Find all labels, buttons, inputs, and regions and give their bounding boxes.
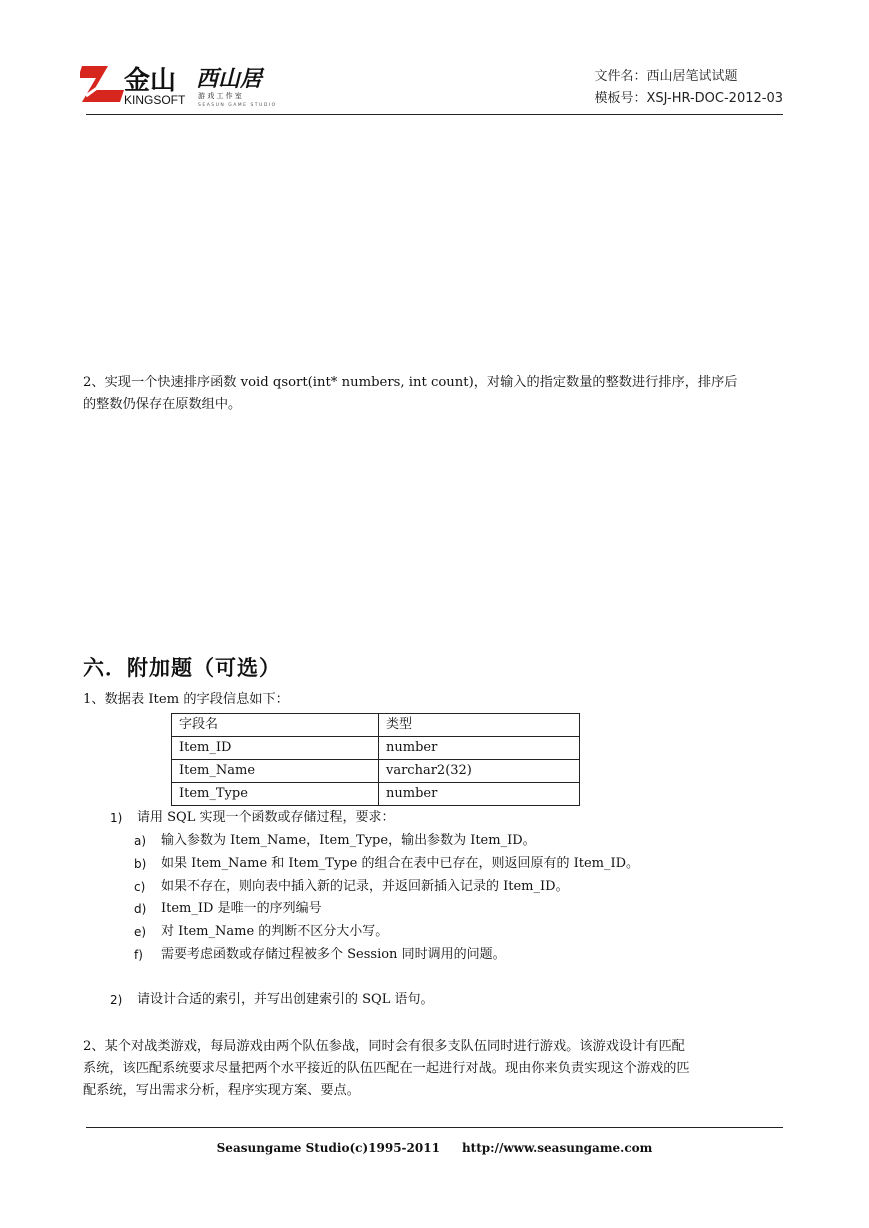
sub-requirements-list — [134, 830, 639, 967]
list-item — [134, 944, 639, 967]
list-marker: d) — [134, 902, 147, 917]
list-marker: f) — [134, 947, 143, 962]
requirement-1 — [110, 807, 394, 830]
question-qsort-line2: 的整数仍保存在原数组中。 — [83, 397, 242, 412]
table-cell: Item_ID — [172, 737, 379, 760]
table-row — [172, 737, 580, 760]
table-row — [172, 760, 580, 783]
list-item — [134, 921, 639, 944]
file-name: 文件名：西山居笔试试题 — [594, 69, 738, 84]
footer-divider — [86, 1127, 783, 1128]
question-item-intro: 1、数据表 Item 的字段信息如下： — [83, 692, 289, 707]
table-cell: Item_Name — [172, 760, 379, 783]
list-item — [134, 876, 639, 899]
table-header-cell: 类型 — [379, 714, 580, 737]
header-info — [594, 66, 783, 110]
list-item — [134, 830, 639, 853]
requirement-text: 请设计合适的索引，并写出创建索引的 SQL 语句。 — [137, 992, 434, 1007]
footer-copyright: Seasungame Studio(c)1995-2011 — [216, 1141, 440, 1155]
studio-sub-text: 游 戏 工 作 室 — [198, 92, 242, 100]
list-text: 需要考虑函数或存储过程被多个 Session 同时调用的问题。 — [161, 946, 506, 962]
list-text: 如果不存在，则向表中插入新的记录，并返回新插入记录的 Item_ID。 — [161, 878, 569, 894]
list-item — [134, 853, 639, 876]
list-marker: b) — [134, 856, 147, 871]
list-marker: e) — [134, 925, 147, 940]
template-number: 模板号：XSJ-HR-DOC-2012-03 — [594, 91, 783, 106]
question-matchmaking-line1: 2、某个对战类游戏，每局游戏由两个队伍参战，同时会有很多支队伍同时进行游戏。该游戏设计有匹配 — [83, 1039, 685, 1054]
requirement-number: 2) — [110, 993, 123, 1007]
requirement-2 — [110, 989, 433, 1012]
list-text: 输入参数为 Item_Name，Item_Type，输出参数为 Item_ID。 — [161, 833, 536, 848]
logo-cn-text: 金山 — [124, 66, 177, 96]
question-qsort-line1: 2、实现一个快速排序函数 void qsort(int* numbers, int count)，对输入的指定数量的整数进行排序，排序后 — [83, 375, 738, 390]
question-matchmaking-line2: 系统，该匹配系统要求尽量把两个水平接近的队伍匹配在一起进行对战。现由你来负责实现这个游戏的匹 — [83, 1061, 690, 1076]
question-matchmaking — [83, 1036, 788, 1102]
section-title: 六．附加题（可选） — [83, 655, 281, 680]
requirement-text: 请用 SQL 实现一个函数或存储过程，要求： — [137, 810, 395, 825]
header-divider — [86, 114, 783, 115]
list-text: 对 Item_Name 的判断不区分大小写。 — [161, 924, 389, 940]
table-header-row — [172, 714, 580, 737]
list-text: 如果 Item_Name 和 Item_Type 的组合在表中已存在，则返回原有的 Item_ID。 — [161, 855, 640, 871]
table-cell: number — [379, 783, 580, 806]
studio-sub-en-text: SEASUN GAME STUDIO — [198, 103, 277, 108]
table-header-cell: 字段名 — [172, 714, 379, 737]
kingsoft-logo — [80, 60, 285, 108]
table-cell: varchar2(32) — [379, 760, 580, 783]
table-cell: number — [379, 737, 580, 760]
list-item — [134, 898, 639, 921]
kingsoft-logo-icon — [80, 60, 285, 108]
list-marker: a) — [134, 834, 147, 848]
question-qsort — [83, 372, 788, 416]
table-row — [172, 783, 580, 806]
item-fields-table — [171, 713, 580, 806]
list-marker: c) — [134, 879, 146, 894]
footer — [0, 1141, 869, 1155]
question-matchmaking-line3: 配系统，写出需求分析，程序实现方案、要点。 — [83, 1083, 360, 1098]
studio-name-text: 西山居 — [196, 66, 263, 92]
requirement-number: 1) — [110, 811, 123, 825]
table-cell: Item_Type — [172, 783, 379, 806]
footer-url: http://www.seasungame.com — [461, 1141, 653, 1155]
list-text: Item_ID 是唯一的序列编号 — [161, 901, 322, 917]
logo-en-text: KINGSOFT — [124, 93, 186, 107]
